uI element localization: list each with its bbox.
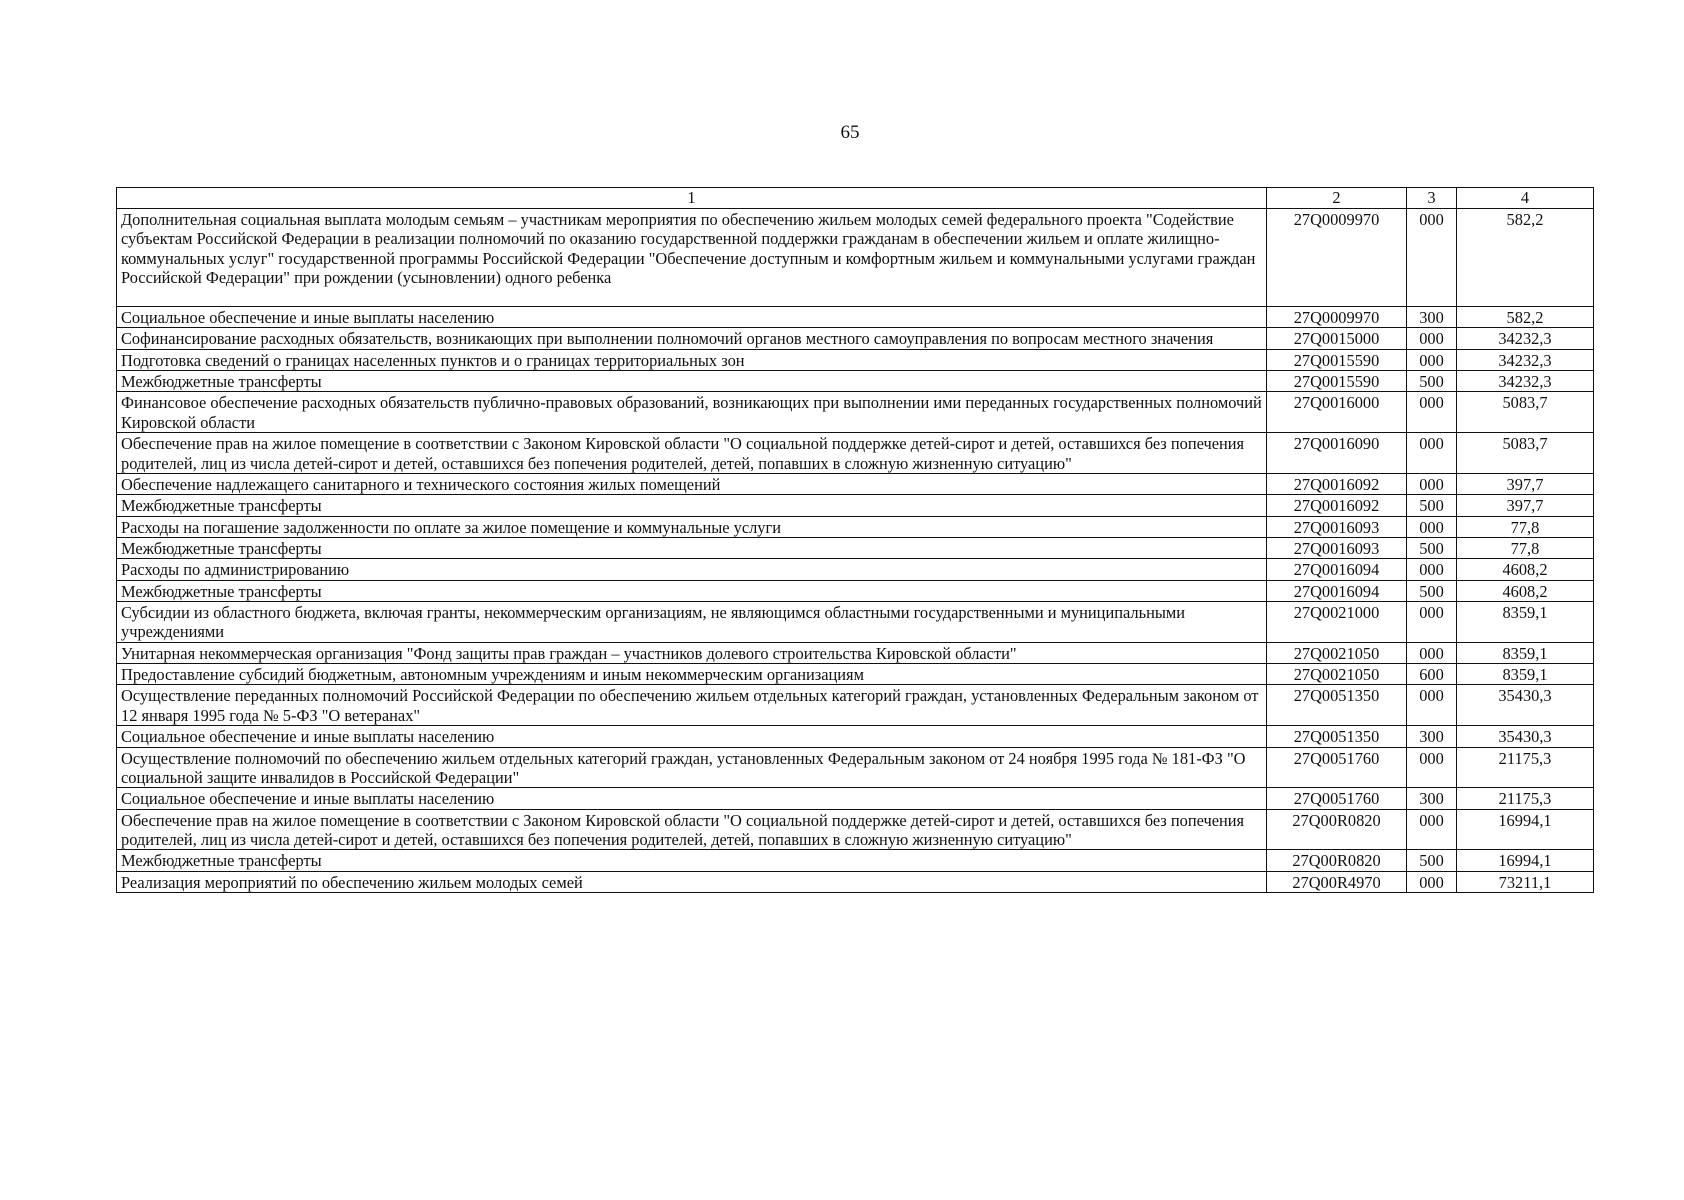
row-amount-cell: 582,2 [1457, 307, 1594, 328]
row-code-cell: 27Q0009970 [1267, 307, 1407, 328]
row-name-cell: Межбюджетные трансферты [117, 850, 1267, 871]
page-number: 65 [840, 122, 860, 143]
row-type-cell: 300 [1407, 307, 1457, 328]
row-amount-cell: 16994,1 [1457, 850, 1594, 871]
row-name-cell: Социальное обеспечение и иные выплаты населению [117, 788, 1267, 809]
column-header-name: 1 [117, 188, 1267, 209]
table-row [117, 349, 1594, 370]
row-code-cell: 27Q00R4970 [1267, 871, 1407, 892]
row-code-cell: 27Q0015590 [1267, 371, 1407, 392]
row-code-cell: 27Q0021000 [1267, 602, 1407, 643]
row-type-cell: 300 [1407, 726, 1457, 747]
row-code-cell: 27Q0015000 [1267, 328, 1407, 349]
table-row [117, 371, 1594, 392]
table-row [117, 602, 1594, 643]
row-code-cell: 27Q0016093 [1267, 537, 1407, 558]
row-code-cell: 27Q0015590 [1267, 349, 1407, 370]
row-name-cell: Обеспечение прав на жилое помещение в соответствии с Законом Кировской области "О социальной поддержке детей-сирот и детей, оставшихся без попечения родителей, лиц из числа детей-сирот и детей, оставшихся без попечения родителей, детей, попавших в сложную жизненную ситуацию" [117, 433, 1267, 474]
row-type-cell: 000 [1407, 392, 1457, 433]
row-amount-cell: 34232,3 [1457, 328, 1594, 349]
row-name-cell: Межбюджетные трансферты [117, 580, 1267, 601]
row-amount-cell: 21175,3 [1457, 747, 1594, 788]
row-name-cell: Расходы по администрированию [117, 559, 1267, 580]
table-row [117, 871, 1594, 892]
row-amount-cell: 397,7 [1457, 473, 1594, 494]
row-name-cell: Межбюджетные трансферты [117, 537, 1267, 558]
row-type-cell: 500 [1407, 371, 1457, 392]
table-row [117, 788, 1594, 809]
row-type-cell: 300 [1407, 788, 1457, 809]
table-row [117, 580, 1594, 601]
row-code-cell: 27Q0021050 [1267, 664, 1407, 685]
row-name-cell: Унитарная некоммерческая организация "Фонд защиты прав граждан – участников долевого строительства Кировской области" [117, 642, 1267, 663]
row-amount-cell: 73211,1 [1457, 871, 1594, 892]
row-amount-cell: 4608,2 [1457, 559, 1594, 580]
table-row [117, 642, 1594, 663]
row-amount-cell: 397,7 [1457, 495, 1594, 516]
row-name-cell: Межбюджетные трансферты [117, 371, 1267, 392]
row-code-cell: 27Q00R0820 [1267, 809, 1407, 850]
row-code-cell: 27Q0051350 [1267, 685, 1407, 726]
table-body [117, 209, 1594, 893]
row-amount-cell: 35430,3 [1457, 685, 1594, 726]
row-type-cell: 000 [1407, 871, 1457, 892]
row-name-cell: Предоставление субсидий бюджетным, автономным учреждениям и иным некоммерческим организациям [117, 664, 1267, 685]
row-type-cell: 500 [1407, 850, 1457, 871]
table-row [117, 664, 1594, 685]
row-amount-cell: 16994,1 [1457, 809, 1594, 850]
row-amount-cell: 8359,1 [1457, 602, 1594, 643]
row-amount-cell: 77,8 [1457, 537, 1594, 558]
row-name-cell: Межбюджетные трансферты [117, 495, 1267, 516]
row-type-cell: 000 [1407, 433, 1457, 474]
table-row [117, 685, 1594, 726]
row-type-cell: 000 [1407, 602, 1457, 643]
table-row [117, 559, 1594, 580]
row-amount-cell: 34232,3 [1457, 349, 1594, 370]
table-row [117, 473, 1594, 494]
table-row [117, 537, 1594, 558]
table-row [117, 495, 1594, 516]
row-type-cell: 000 [1407, 642, 1457, 663]
row-code-cell: 27Q0016092 [1267, 495, 1407, 516]
row-code-cell: 27Q0016090 [1267, 433, 1407, 474]
row-type-cell: 000 [1407, 349, 1457, 370]
row-name-cell: Дополнительная социальная выплата молодым семьям – участникам мероприятия по обеспечению жильем молодых семей федерального проекта "Содействие субъектам Российской Федерации в реализации полномочий по оказанию государственной поддержки гражданам в обеспечении жильем и оплате жилищно-коммунальных услуг" государственной программы Российской Федерации "Обеспечение доступным и комфортным жильем и коммунальными услугами граждан Российской Федерации" при рождении (усыновлении) одного ребенка [117, 209, 1267, 307]
row-type-cell: 000 [1407, 473, 1457, 494]
row-name-cell: Осуществление полномочий по обеспечению жильем отдельных категорий граждан, установленных Федеральным законом от 24 ноября 1995 года № 181-ФЗ "О социальной защите инвалидов в Российской Федерации" [117, 747, 1267, 788]
row-type-cell: 000 [1407, 328, 1457, 349]
row-type-cell: 600 [1407, 664, 1457, 685]
row-name-cell: Осуществление переданных полномочий Российской Федерации по обеспечению жильем отдельных категорий граждан, установленных Федеральным законом от 12 января 1995 года № 5-ФЗ "О ветеранах" [117, 685, 1267, 726]
row-type-cell: 000 [1407, 685, 1457, 726]
table-row [117, 747, 1594, 788]
row-name-cell: Социальное обеспечение и иные выплаты населению [117, 726, 1267, 747]
row-code-cell: 27Q0016094 [1267, 559, 1407, 580]
row-amount-cell: 34232,3 [1457, 371, 1594, 392]
row-amount-cell: 8359,1 [1457, 664, 1594, 685]
row-code-cell: 27Q0051350 [1267, 726, 1407, 747]
row-type-cell: 000 [1407, 747, 1457, 788]
table-row [117, 392, 1594, 433]
row-code-cell: 27Q0021050 [1267, 642, 1407, 663]
row-amount-cell: 35430,3 [1457, 726, 1594, 747]
row-type-cell: 000 [1407, 209, 1457, 307]
row-code-cell: 27Q0051760 [1267, 788, 1407, 809]
row-type-cell: 000 [1407, 809, 1457, 850]
row-amount-cell: 8359,1 [1457, 642, 1594, 663]
row-name-cell: Социальное обеспечение и иные выплаты населению [117, 307, 1267, 328]
row-name-cell: Финансовое обеспечение расходных обязательств публично-правовых образований, возникающих при выполнении ими переданных государственных полномочий Кировской области [117, 392, 1267, 433]
row-name-cell: Софинансирование расходных обязательств, возникающих при выполнении полномочий органов местного самоуправления по вопросам местного значения [117, 328, 1267, 349]
row-type-cell: 500 [1407, 537, 1457, 558]
row-amount-cell: 77,8 [1457, 516, 1594, 537]
row-name-cell: Расходы на погашение задолженности по оплате за жилое помещение и коммунальные услуги [117, 516, 1267, 537]
row-code-cell: 27Q0009970 [1267, 209, 1407, 307]
table-row [117, 516, 1594, 537]
row-name-cell: Подготовка сведений о границах населенных пунктов и о границах территориальных зон [117, 349, 1267, 370]
row-amount-cell: 5083,7 [1457, 433, 1594, 474]
row-name-cell: Обеспечение прав на жилое помещение в соответствии с Законом Кировской области "О социальной поддержке детей-сирот и детей, оставшихся без попечения родителей, лиц из числа детей-сирот и детей, оставшихся без попечения родителей, детей, попавших в сложную жизненную ситуацию" [117, 809, 1267, 850]
table-row [117, 726, 1594, 747]
row-name-cell: Реализация мероприятий по обеспечению жильем молодых семей [117, 871, 1267, 892]
table-row [117, 307, 1594, 328]
row-amount-cell: 582,2 [1457, 209, 1594, 307]
row-name-cell: Субсидии из областного бюджета, включая гранты, некоммерческим организациям, не являющимся областными государственными и муниципальными учреждениями [117, 602, 1267, 643]
column-header-type: 3 [1407, 188, 1457, 209]
row-name-cell: Обеспечение надлежащего санитарного и технического состояния жилых помещений [117, 473, 1267, 494]
table-header-row [117, 188, 1594, 209]
row-type-cell: 000 [1407, 516, 1457, 537]
row-code-cell: 27Q00R0820 [1267, 850, 1407, 871]
row-type-cell: 500 [1407, 495, 1457, 516]
row-code-cell: 27Q0016000 [1267, 392, 1407, 433]
row-code-cell: 27Q0016094 [1267, 580, 1407, 601]
row-type-cell: 500 [1407, 580, 1457, 601]
row-code-cell: 27Q0016093 [1267, 516, 1407, 537]
budget-table [116, 187, 1594, 893]
column-header-code: 2 [1267, 188, 1407, 209]
row-type-cell: 000 [1407, 559, 1457, 580]
column-header-amount: 4 [1457, 188, 1594, 209]
table-row [117, 433, 1594, 474]
row-code-cell: 27Q0016092 [1267, 473, 1407, 494]
table-row [117, 850, 1594, 871]
table-row [117, 809, 1594, 850]
row-amount-cell: 5083,7 [1457, 392, 1594, 433]
row-amount-cell: 21175,3 [1457, 788, 1594, 809]
table-row [117, 209, 1594, 307]
table-row [117, 328, 1594, 349]
row-code-cell: 27Q0051760 [1267, 747, 1407, 788]
row-amount-cell: 4608,2 [1457, 580, 1594, 601]
